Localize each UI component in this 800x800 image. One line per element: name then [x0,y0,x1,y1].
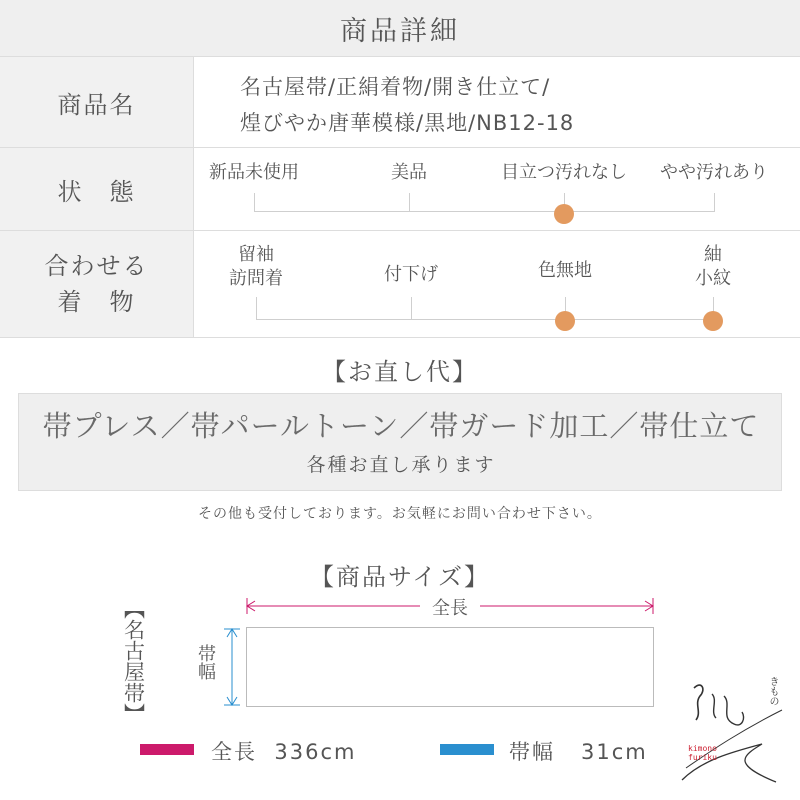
brand-logo-kana: きもの [767,676,778,706]
product-name-label: 商品名 [0,57,193,147]
repair-services-subtext: 各種お直し承ります [306,454,496,476]
divider [193,148,194,230]
match-option-line: 留袖 [238,244,274,265]
legend-length-label: 全長 [211,740,257,764]
match-option-tsukesage [384,263,438,287]
width-label-text: 帯幅 [195,644,216,680]
length-dimension [244,598,656,618]
condition-label: 状 態 [0,148,193,230]
page-title: 商品詳細 [0,0,800,57]
condition-tick [409,193,410,212]
category-label [118,598,148,730]
match-tick [256,297,257,320]
repair-services-list: 帯プレス／帯パールトーン／帯ガード加工／帯仕立て [42,409,760,443]
divider [193,57,194,147]
condition-level-slight-stains: やや汚れあり [660,162,768,183]
obi-diagram [246,627,654,707]
legend-length [211,736,356,766]
brand-logo-text: kimono furiku [688,744,717,762]
product-name-row [0,57,800,148]
match-option-line: 付下げ [384,264,438,285]
condition-tick [254,193,255,212]
repair-services-box [18,393,782,491]
legend-length-swatch [140,744,194,755]
legend-width [509,736,648,766]
match-option-tomesode [229,243,283,291]
size-section-title: 【商品サイズ】 [309,563,491,591]
match-option-line: 訪問着 [229,268,283,289]
match-scale-line [256,319,713,320]
repair-note: その他も受付しております。お気軽にお問い合わせ下さい。 [198,506,602,522]
condition-level-new: 新品未使用 [209,162,299,183]
legend-spacer [555,740,581,764]
brand-logo [672,660,792,790]
condition-level-excellent: 美品 [391,162,427,183]
legend-length-value: 336cm [274,740,357,764]
width-dimension [222,627,242,707]
length-dimension-label: 全長 [420,594,480,620]
matching-kimono-label [0,231,193,337]
match-tick [411,297,412,320]
condition-selected-marker [554,204,574,224]
matching-kimono-label-line2: 着 物 [57,288,136,316]
condition-scale-line [254,211,714,212]
condition-row [0,148,800,231]
legend-spacer [257,740,274,764]
condition-tick [714,193,715,212]
match-option-iromuji [538,259,592,283]
legend-width-label: 帯幅 [509,740,555,764]
match-option-line: 小紋 [695,268,731,289]
condition-level-no-stains: 目立つ汚れなし [501,162,627,183]
product-name-line2: 煌びやか唐華模様/黒地/NB12-18 [240,111,575,135]
divider [193,231,194,337]
matching-kimono-row [0,231,800,338]
match-selected-marker-iromuji [555,311,575,331]
legend-width-swatch [440,744,494,755]
match-selected-marker-tsumugi [703,311,723,331]
category-text: 【名古屋帯】 [121,598,146,724]
width-arrow [222,627,242,707]
match-option-line: 紬 [704,244,722,265]
match-option-line: 色無地 [538,260,592,281]
repair-section-title: 【お直し代】 [322,358,478,386]
product-name-line1: 名古屋帯/正絹着物/開き仕立て/ [240,75,551,99]
width-dimension-label [194,644,216,686]
legend-width-value: 31cm [581,740,648,764]
match-option-tsumugi [695,243,731,291]
matching-kimono-label-line1: 合わせる [44,252,149,280]
